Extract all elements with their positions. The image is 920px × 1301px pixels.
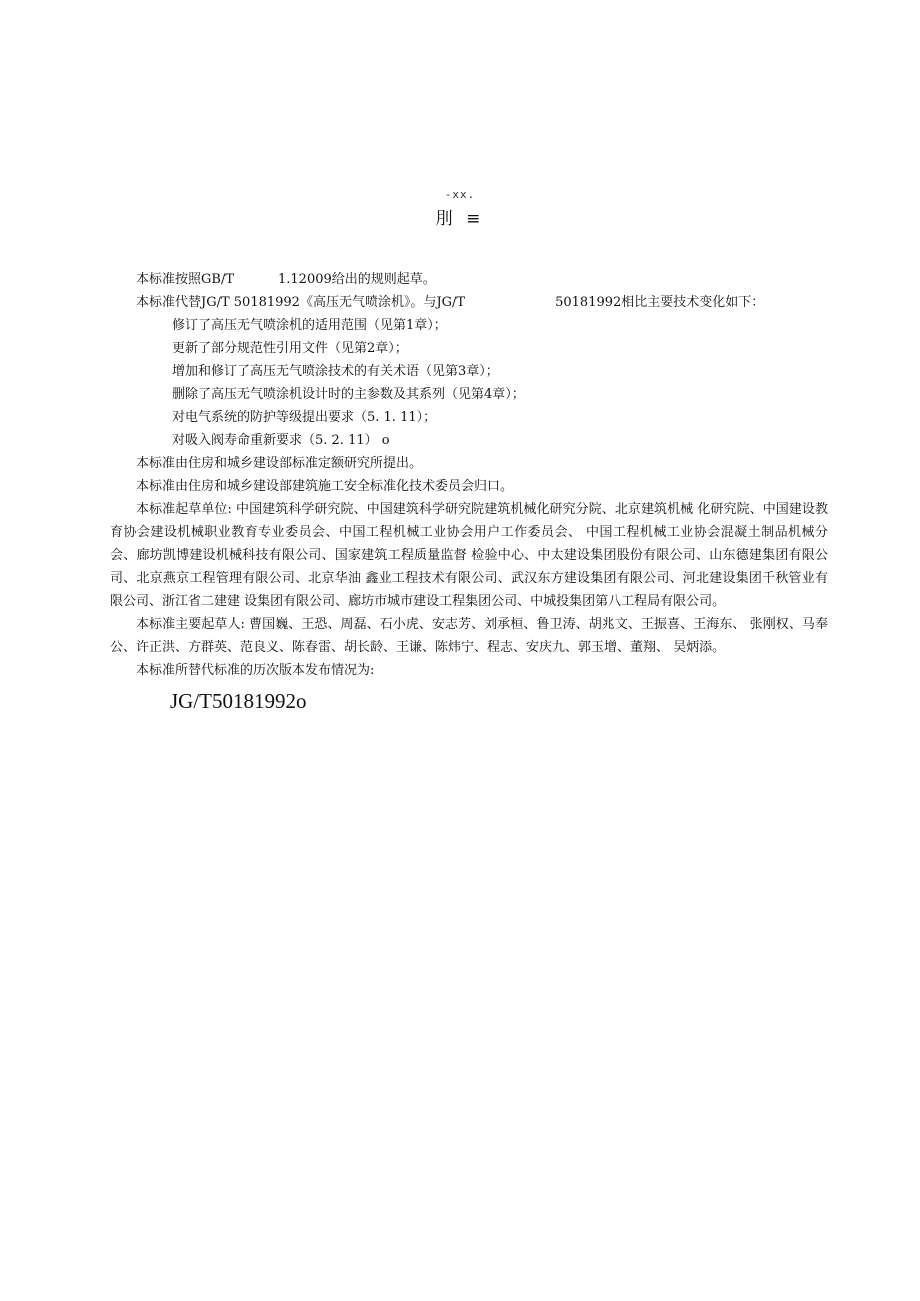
change-item: 对吸入阀寿命重新要求（5. 2. 11） o: [172, 433, 390, 448]
change-item: 修订了高压无气喷涂机的适用范围（见第1章）；: [172, 318, 447, 333]
paragraph-history: 本标准所替代标准的历次版本发布情况为:: [136, 663, 375, 678]
paragraph-proposed-by: 本标准由住房和城乡建设部标准定额研究所提出。: [136, 456, 423, 471]
drafting-basis-part-1: 本标准按照GB/T: [136, 272, 234, 287]
replacement-part-2: 50181992相比主要技术变化如下：: [555, 295, 765, 310]
foreword-heading: 刖 ≡: [435, 209, 485, 229]
change-item: 删除了高压无气喷涂机设计时的主参数及其系列（见第4章）；: [172, 387, 525, 402]
history-version: JG/T50181992o: [170, 689, 307, 713]
paragraph-drafters: 本标准主要起草人: 曹国巍、王恐、周磊、石小虎、安志芳、刘承桓、鲁卫涛、胡兆文、王振喜、王海东、 张刚权、马奉公、许正洪、方群英、范良义、陈春雷、胡长龄、王谦、陈炜宁、程志、安庆九、郭玉增、董翔、 吴炳添。: [110, 617, 828, 655]
change-item: 对电气系统的防护等级提出要求（5. 1. 11）；: [172, 410, 437, 425]
paragraph-centralized-by: 本标准由住房和城乡建设部建筑施工安全标准化技术委员会归口。: [136, 479, 514, 494]
replacement-part-1: 本标准代替JG/T 50181992《高压无气喷涂机》。与JG/T: [136, 295, 466, 310]
paragraph-drafting-units: 本标准起草单位: 中国建筑科学研究院、中国建筑科学研究院建筑机械化研究分院、北京建筑机械 化研究院、中国建设教育协会建设机械职业教育专业委员会、中国工程机械工业协会用户工作委员会、 中国工程机械工业协会混凝土制品机械分会、廊坊凯博建设机械科技有限公司、国家建筑工程质量监督 检验中心、中太建设集团股份有限公司、山东德建集团有限公司、北京燕京工程管理有限公司、北京华油 鑫业工程技术有限公司、武汉东方建设集团有限公司、河北建设集团千秋管业有限公司、浙江省二建建 设集团有限公司、廊坊市城市建设工程集团公司、中城投集团第八工程局有限公司。: [110, 502, 828, 609]
paragraph-drafting-basis: [110, 268, 828, 291]
change-item: 增加和修订了高压无气喷涂技术的有关术语（见第3章）；: [172, 364, 499, 379]
header-mark: -xx.: [444, 188, 476, 201]
foreword-body: [110, 268, 828, 716]
drafting-basis-part-2: 1.12009给出的规则起草。: [278, 272, 436, 287]
paragraph-replacement: [110, 291, 828, 314]
change-item: 更新了部分规范性引用文件（见第2章）；: [172, 341, 408, 356]
